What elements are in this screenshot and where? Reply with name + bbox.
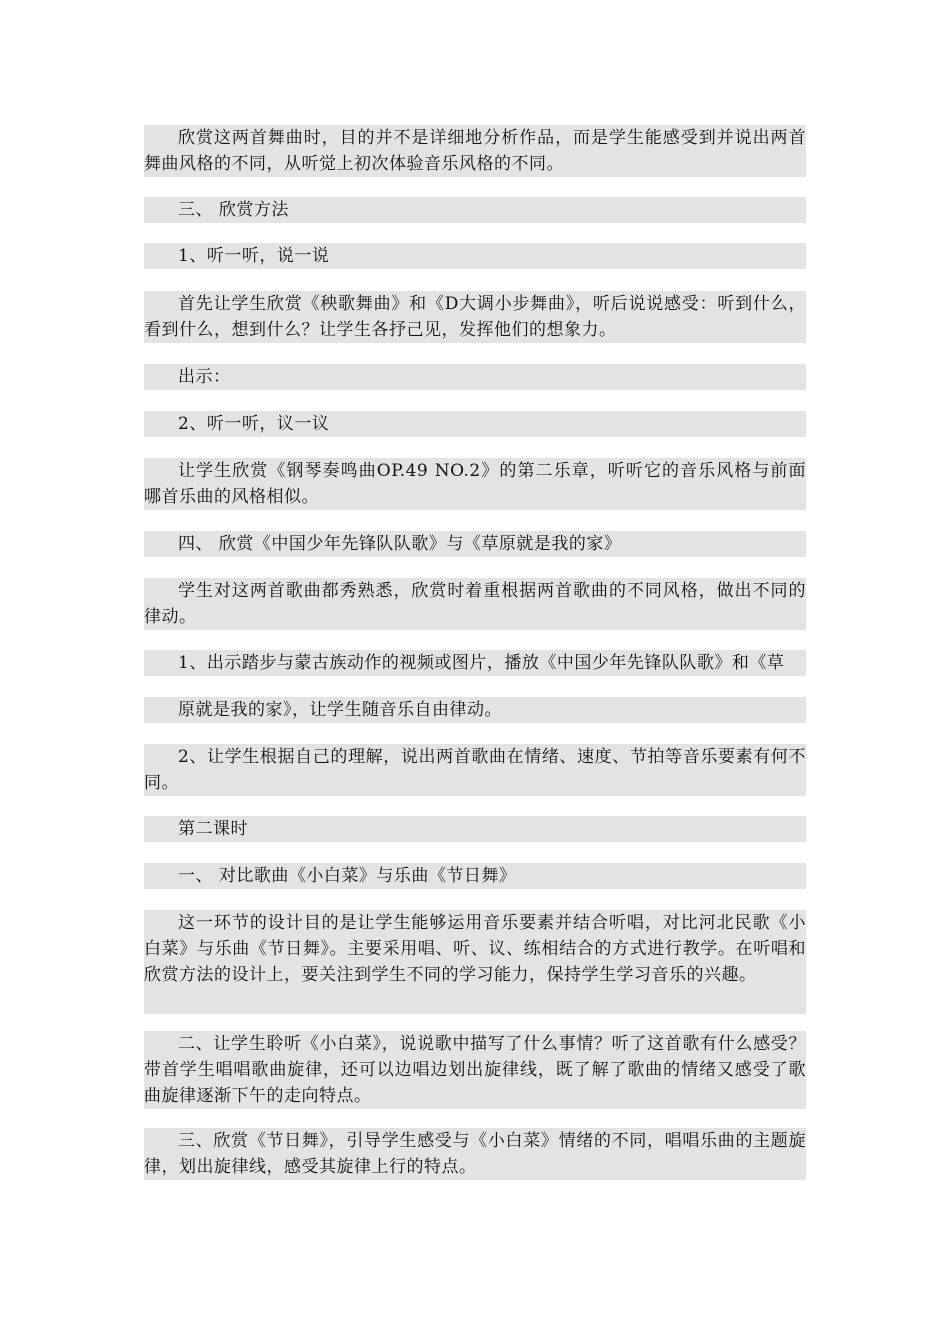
section-heading-3: 三、 欣赏方法 [144, 197, 806, 223]
section-heading-4: 四、 欣赏《中国少年先锋队队歌》与《草原就是我的家》 [144, 531, 806, 557]
paragraph-7: 三、欣赏《节日舞》，引导学生感受与《小白菜》情绪的不同，唱唱乐曲的主题旋律，划出旋律线，感受其旋律上行的特点。 [144, 1128, 806, 1180]
subheading-1: 1、听一听，说一说 [144, 243, 806, 269]
paragraph-2: 首先让学生欣赏《秧歌舞曲》和《D大调小步舞曲》，听后说说感受：听到什么，看到什么，想到什么？让学生各抒己见，发挥他们的想象力。 [144, 291, 806, 343]
list-item-1a: 1、出示踏步与蒙古族动作的视频或图片，播放《中国少年先锋队队歌》和《草 [144, 650, 806, 676]
lesson-two-heading: 第二课时 [144, 816, 806, 842]
paragraph-3: 让学生欣赏《钢琴奏鸣曲OP.49 NO.2》的第二乐章，听听它的音乐风格与前面哪首乐曲的风格相似。 [144, 458, 806, 510]
list-item-2: 2、让学生根据自己的理解，说出两首歌曲在情绪、速度、节拍等音乐要素有何不同。 [144, 744, 806, 796]
section-heading-1: 一、 对比歌曲《小白菜》与乐曲《节日舞》 [144, 863, 806, 889]
paragraph-show: 出示： [144, 364, 806, 390]
paragraph-1: 欣赏这两首舞曲时，目的并不是详细地分析作品，而是学生能感受到并说出两首舞曲风格的不同，从听觉上初次体验音乐风格的不同。 [144, 125, 806, 177]
subheading-2: 2、听一听，议一议 [144, 411, 806, 437]
paragraph-4: 学生对这两首歌曲都秀熟悉，欣赏时着重根据两首歌曲的不同风格，做出不同的律动。 [144, 578, 806, 630]
list-item-1b: 原就是我的家》，让学生随音乐自由律动。 [144, 697, 806, 723]
paragraph-5: 这一环节的设计目的是让学生能够运用音乐要素并结合听唱，对比河北民歌《小白菜》与乐曲《节日舞》。主要采用唱、听、议、练相结合的方式进行教学。在听唱和欣赏方法的设计上，要关注到学生不同的学习能力，保持学生学习音乐的兴趣。 [144, 910, 806, 1014]
paragraph-6: 二、让学生聆听《小白菜》，说说歌中描写了什么事情？听了这首歌有什么感受？带首学生唱唱歌曲旋律，还可以边唱边划出旋律线，既了解了歌曲的情绪又感受了歌曲旋律逐渐下午的走向特点。 [144, 1031, 806, 1109]
